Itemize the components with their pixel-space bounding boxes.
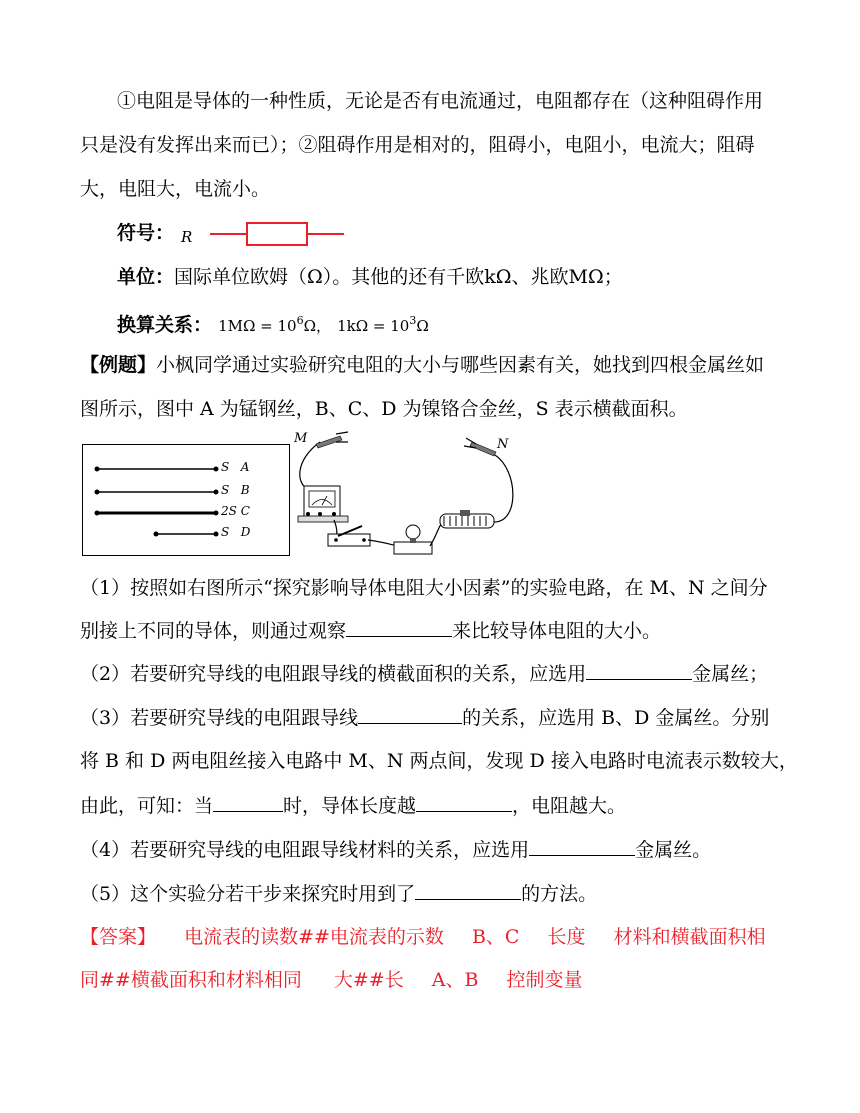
answer-tag: 【答案】 [80, 926, 157, 948]
wires-diagram [83, 445, 289, 555]
example-tag: 【例题】 [80, 354, 157, 376]
circuit-diagram [290, 430, 525, 560]
answer-blank-5[interactable] [416, 791, 512, 812]
rheostat-icon [440, 510, 494, 528]
clip-label-m: M [294, 431, 308, 446]
answer-line-2 [80, 966, 583, 994]
wire-label-d: S D [221, 525, 251, 539]
question-1-line-1: （1）按照如右图所示“探究影响导体电阻大小因素”的实验电路，在 M、N 之间分 [80, 577, 768, 599]
answer-blank-1[interactable] [346, 616, 452, 637]
para-line-2: 只是没有发挥出来而已）；②阻碍作用是相对的，阻碍小，电阻小，电流大；阻碍 [80, 134, 755, 156]
formula-mega: $1M\Omega = 10^6\Omega$， [218, 314, 332, 335]
question-2: （2）若要研究导线的电阻跟导线的横截面积的关系，应选用 金属丝； [80, 659, 768, 688]
unit-row [117, 263, 623, 291]
para-line-3: 大，电阻大，电流小。 [80, 178, 271, 200]
conversion-row [117, 307, 429, 340]
wire-label-a: S A [221, 460, 250, 474]
unit-text: 国际单位欧姆（Ω）。其他的还有千欧kΩ、兆欧MΩ； [174, 266, 623, 288]
unit-label: 单位： [117, 266, 175, 288]
answer-item: B、C [471, 926, 520, 948]
clip-label-n: N [497, 437, 509, 452]
formula-kilo: $1k\Omega = 10^3\Omega$ [337, 314, 429, 335]
answer-item: 长度 [547, 926, 586, 948]
symbol-label: 符号： [117, 222, 175, 244]
answer-item: 同##横截面积和材料相同 [80, 969, 302, 991]
answer-item: 控制变量 [506, 969, 583, 991]
answer-item: 电流表的读数##电流表的示数 [184, 926, 444, 948]
para-line-1: ①电阻是导体的一种性质，无论是否有电流通过，电阻都存在（这种阻碍作用 [117, 90, 764, 112]
ammeter-icon [298, 486, 348, 522]
example-line-2: 图所示，图中 A 为锰钢丝，B、C、D 为镍铬合金丝，S 表示横截面积。 [80, 398, 688, 420]
answer-blank-6[interactable] [529, 835, 635, 856]
switch-icon [328, 526, 370, 546]
wire-label-b: S B [221, 483, 250, 497]
answer-item: 大##长 [333, 969, 404, 991]
question-4: （4）若要研究导线的电阻跟导线材料的关系，应选用 金属丝。 [80, 835, 711, 864]
question-3-line-3: 由此，可知：当 时，导体长度越 ，电阻越大。 [80, 791, 626, 820]
bulb-icon [394, 525, 432, 554]
question-1-line-2: 别接上不同的导体，则通过观察 来比较导体电阻的大小。 [80, 616, 661, 645]
wire-board [82, 444, 290, 556]
question-3-line-1: （3）若要研究导线的电阻跟导线 的关系，应选用 B、D 金属丝。分别 [80, 703, 769, 732]
answer-blank-3[interactable] [358, 703, 462, 724]
question-3-line-2: 将 B 和 D 两电阻丝接入电路中 M、N 两点间，发现 D 接入电路时电流表示数较大， [80, 750, 798, 772]
conversion-label: 换算关系： [117, 314, 213, 336]
m-clip-icon [316, 432, 348, 448]
answer-blank-4[interactable] [213, 791, 283, 812]
answer-blank-2[interactable] [586, 659, 692, 680]
answer-item: 材料和横截面积相 [613, 926, 766, 948]
resistor-symbol-icon [210, 220, 344, 248]
wire-label-c: 2S C [221, 504, 250, 518]
n-clip-icon [464, 438, 496, 456]
answer-line-1 [80, 923, 766, 951]
answer-item: A、B [431, 969, 479, 991]
question-5: （5）这个实验分若干步来探究时用到了 的方法。 [80, 879, 597, 908]
answer-blank-7[interactable] [415, 879, 521, 900]
example-line-1: 【例题】小枫同学通过实验研究电阻的大小与哪些因素有关，她找到四根金属丝如 [80, 354, 765, 376]
symbol-letter: R [181, 228, 193, 246]
